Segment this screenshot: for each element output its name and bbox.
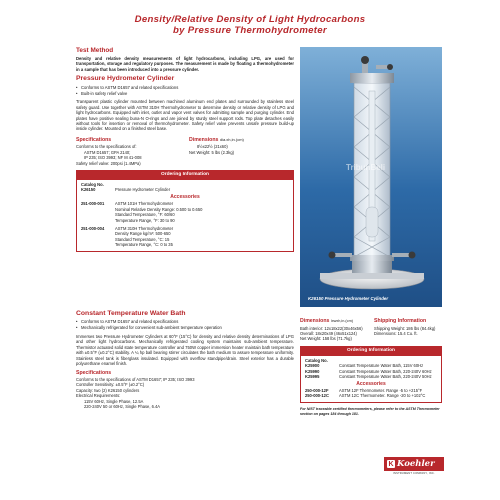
page-title [0, 14, 500, 36]
page-title-line2: by Pressure Thermohydrometer [173, 25, 327, 37]
accessory-description: ASTM 12F Thermometer. Range -5 to +215°F [339, 387, 423, 393]
accessories-list [305, 388, 437, 399]
accessory-description: Standard Temperature, °C: 15 [115, 236, 170, 242]
accessory-row [81, 218, 289, 224]
spec-line: Safety relief valve: 200psi (1.4MPa) [76, 160, 141, 166]
catalog-description: Pressure Hydrometer Cylinder [115, 187, 171, 193]
spec-line: Capacity: two (2) K26150 cylinders [76, 387, 140, 393]
bath-bullet: • Conforms to ASTM D1657 and related specifications [76, 319, 294, 325]
spec-line: Shipping Weight: 186 lbs (84.4kg) [374, 325, 436, 331]
catalog-number: K25990 [305, 368, 320, 374]
accessories-list [81, 201, 289, 248]
spec-line: Controller Sensitivity: ±0.5°F (±0.2°C) [76, 382, 145, 388]
accessory-description: Standard Temperature, °F: 60/60 [115, 212, 175, 218]
cylinder-specs [76, 135, 181, 166]
accessory-row [81, 242, 289, 248]
cylinder-dims-list [189, 144, 294, 155]
bath-dims-list [300, 326, 368, 342]
cylinder-bullet: • Built-in safety relief valve [76, 91, 294, 97]
spec-line: Dimensions: 15.4 Cu. ft. [374, 330, 418, 336]
accessory-row [305, 393, 437, 399]
catalog-description: Constant Temperature Water Bath, 220-240V 60Hz [339, 368, 432, 374]
bath-left-column [76, 310, 294, 409]
ordering-heading: Ordering Information [77, 171, 293, 180]
cylinder-bullets [76, 85, 294, 96]
catalog-description: Constant Temperature Water Bath, 220-240V 50Hz [339, 374, 432, 380]
catalog-label: Catalog No. [81, 181, 104, 187]
catalog-row [305, 374, 437, 380]
accessories-heading: Accessories [170, 194, 200, 201]
cylinder-heading: Pressure Hydrometer Cylinder [76, 75, 175, 83]
accessory-description: ASTM 101H Thermohydrometer [115, 201, 174, 207]
cylinder-dims-unit: dia.xh,in.(cm) [219, 136, 244, 142]
spec-line: 115V 60Hz, Single Phase, 12.5A [84, 398, 144, 404]
spec-line: Conforms to the specifications of: [76, 144, 137, 150]
bath-ship-list [374, 326, 442, 337]
logo-tagline: INSTRUMENT COMPANY, INC. [393, 471, 435, 475]
accessory-catalog-number: 250-000-12F [305, 387, 329, 393]
accessory-catalog-number: 251-000-001 [81, 201, 105, 207]
left-column [76, 47, 294, 252]
pressure-cylinder-illustration [300, 47, 442, 307]
bath-dims-label: Dimensions [300, 318, 330, 324]
spec-line: IP 235; ISO 3993; NF M 41-008 [84, 155, 142, 161]
ordering-body [77, 180, 293, 251]
accessory-catalog-number: 251-000-004 [81, 225, 105, 231]
cylinder-ordering-box [76, 170, 294, 252]
thermometer-note: For NIST traceable certified thermometers, please refer to the ASTM Thermometer section on pages 184 through 181. [300, 407, 440, 416]
bath-heading: Constant Temperature Water Bath [76, 310, 186, 317]
ordering-body [301, 356, 441, 402]
spec-line: Net Weight: 5 lbs (2.3kg) [189, 149, 234, 155]
photo-watermark: TribunBeli [346, 163, 386, 172]
page-title-line1: Density/Relative Density of Light Hydrocarbons [134, 14, 366, 25]
accessory-description: Temperature Range, °F: 30 to 90 [115, 217, 175, 223]
bath-dims-heading [300, 318, 368, 325]
accessory-description: Nominal Relative Density Range: 0.500 to 0.650 [115, 206, 203, 212]
bath-bullets [76, 319, 294, 330]
spec-line: ASTM D1657; GPA 2140; [84, 149, 131, 155]
accessory-description: ASTM 310H Thermohydrometer [115, 225, 174, 231]
bath-description: Immerses two Pressure Hydrometer Cylinders at 60°F (15°C) for density and relative density determinations of LPG and other light hydrocarbons. Mechanically refrigerated cooling system maintains sub-ambient temperature. Thermistor actuated solid state temperature controller and 750W copper immersion heater maintain bath temperature with ±0.5°F (±0.2°C) stability. A ¼ hp ball bearing stirrer circulates the bath medium to assure temperature uniformity. Stainless steel tank is fiberglass insulated. Equipped with overflow standpipe/drain. Steel exterior has a durable polyurethane enamel finish. [76, 333, 294, 367]
bath-shipping [374, 316, 442, 342]
spec-line: 8½x22½ (21x60) [197, 144, 228, 150]
spec-line: Overall: 18x20x49 (46x51x124) [300, 330, 357, 336]
bath-dimensions [300, 316, 368, 342]
koehler-logo [384, 457, 444, 471]
catalog-number: K25995 [305, 374, 320, 380]
catalog-row [81, 187, 289, 193]
product-photo [300, 47, 442, 307]
cylinder-dims-heading [189, 137, 294, 144]
photo-caption: K26150 Pressure Hydrometer Cylinder [308, 295, 389, 301]
spec-line: 220-240V 50 or 60Hz, Single Phase, 6.4A [84, 404, 161, 409]
catalog-label: Catalog No. [305, 357, 328, 363]
cylinder-spec-row [76, 135, 294, 166]
bath-ordering-box [300, 346, 442, 403]
catalog-number: K25900 [305, 363, 320, 369]
test-method-text: Density and relative density measurements of light hydrocarbons, including LPG, are used for transportation, storage and regulatory purposes. The measurement is made by floating a thermohydrometer in a sample that has been introduced into a pressure cylinder. [76, 56, 294, 72]
cylinder-specs-heading: Specifications [76, 136, 112, 143]
ordering-heading: Ordering Information [301, 347, 441, 356]
accessory-catalog-number [81, 218, 115, 224]
cylinder-bullet: • Conforms to ASTM D1657 and related specifications [76, 85, 294, 91]
spec-line: Bath interior: 12x18x22(30x46x56) [300, 325, 363, 331]
spec-line: Electrical Requirements: [76, 393, 121, 399]
spec-line: Net Weight: 158 lbs (71.7kg) [300, 336, 352, 342]
spec-line: Conforms to the specifications of ASTM D1657; IP 235; ISO 3993 [76, 377, 195, 383]
accessory-description: Temperature Range, °C: 0 to 35 [115, 242, 173, 248]
logo-mark: K [388, 460, 394, 468]
bath-specs-list [76, 377, 294, 409]
bath-specs-heading: Specifications [76, 369, 112, 376]
catalog-description: Constant Temperature Water Bath, 115V 60Hz [339, 363, 424, 369]
bath-ship-heading: Shipping Information [374, 318, 427, 324]
bath-dims-unit: lxwxh,in.(cm) [330, 319, 354, 323]
catalog-items-list [305, 363, 437, 380]
logo-name: Koehler [397, 458, 435, 469]
bath-bullet: • Mechanically refrigerated for convenient sub-ambient temperature operation [76, 325, 294, 331]
test-method-heading: Test Method [76, 47, 114, 54]
accessory-catalog-number: 250-000-12C [305, 393, 329, 399]
accessory-description: Density Range kg/m³: 500-650 [115, 231, 171, 237]
accessories-heading: Accessories [356, 381, 386, 388]
cylinder-description: Transparent plastic cylinder mounted between machined aluminum end plates and surrounded by stainless steel safety guard. Use together with ASTM 310H Thermohydrometer to determine density or relative density of LPG and light hydrocarbons. Equipped with inlet, outlet and vapor vent valves for admitting sample and purging cylinder. End plates have positive sealing buna-N O-rings and are joined by sturdy steel support rods. Top plate detaches easily without tools for insertion or removal of thermohydrometer. Safety relief valve prevents unsafe pressure build-up inside cylinder. Mounted on a finished steel base. [76, 99, 294, 132]
bath-right-column [300, 316, 442, 416]
catalog-number: K26150 [81, 187, 96, 193]
accessory-description: ASTM 12C Thermometer. Range -20 to +102°C [339, 393, 426, 399]
cylinder-specs-list [76, 144, 181, 166]
cylinder-dims-label: Dimensions [189, 136, 219, 143]
bath-dims-ship-row [300, 316, 442, 342]
accessory-catalog-number [81, 242, 115, 248]
cylinder-dimensions [189, 135, 294, 166]
